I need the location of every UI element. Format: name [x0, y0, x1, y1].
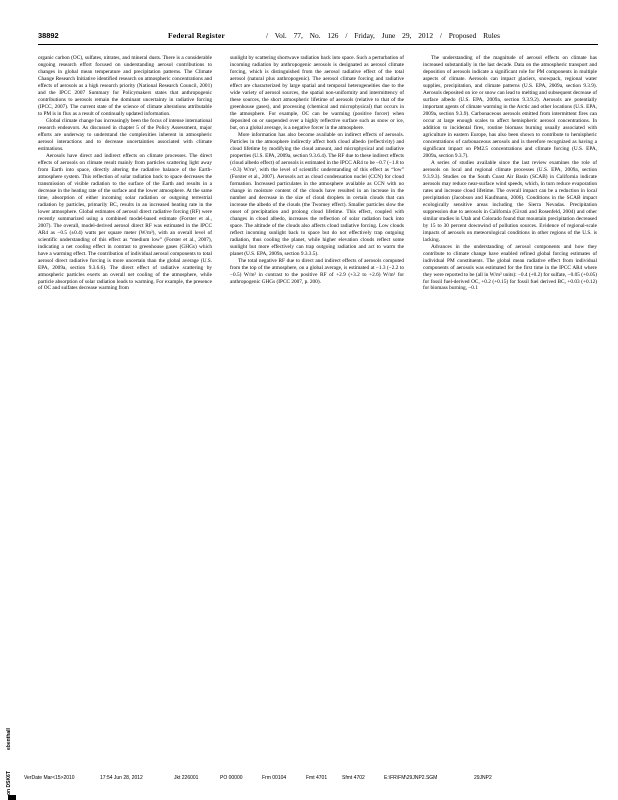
footer-fmt: Fmt 4701: [306, 775, 328, 781]
text-column-2: [230, 55, 404, 755]
footer-po: PO 00000: [220, 775, 243, 781]
paragraph: More information has also become available on indirect effects of aerosols. Particles in the atmosphere indirectly affect both cloud albedo (reflectivity) and cloud lifetime by modifying the cloud amount, and microphysical and radiative properties (U.S. EPA, 2009a, section 9.3.6.4). The RF due to these indirect effects (cloud albedo effect) of aerosols is estimated in the IPCC AR4 to be −0.7 (−1.8 to −0.3) W/m², with the level of scientific understanding of this effect as “low” (Forster et al., 2007). Aerosols act as cloud condensation nuclei (CCN) for cloud formation. Increased particulates in the atmosphere available as CCN with no change in moisture content of the clouds have resulted in an increase in the number and decrease in the size of cloud droplets in certain clouds that can increase the albedo of the clouds (the Twomey effect). Smaller particles slow the onset of precipitation and prolong cloud lifetime. This effect, coupled with changes in cloud albedo, increases the reflection of solar radiation back into space. The altitude of the clouds also affects cloud radiative forcing. Low clouds reflect incoming sunlight back to space but do not effectively trap outgoing radiation, thus cooling the planet, while higher elevation clouds reflect some sunlight but more effectively can trap outgoing radiation and act to warm the planet (U.S. EPA, 2009a, section 9.3.3.5).: [230, 131, 404, 257]
page-number: 38892: [38, 31, 59, 40]
footer-verdate: VerDate Mar<15>2010: [24, 775, 75, 781]
paragraph: Advances in the understanding of aerosol components and how they contribute to climate change have enabled refined global forcing estimates of individual PM constituents. The global mean radiative effect from individual components of aerosols was estimated for the first time in the IPCC AR4 where they were reported to be (all in W/m² units): −0.4 (+0.2) for sulfate, −0.05 (+0.05) for fossil fuel-derived OC, +0.2 (+0.15) for fossil fuel derived BC, +0.03 (+0.12) for biomass burning, −0.1: [423, 243, 597, 292]
header-rule: [38, 44, 598, 45]
paragraph: The understanding of the magnitude of aerosol effects on climate has increased substantially in the last decade. Data on the atmospheric transport and deposition of aerosols indicate a significant role for PM components in multiple aspects of climate. Aerosols can impact glaciers, snowpack, regional water supplies, precipitation, and climate patterns (U.S. EPA, 2009a, section 9.3.9). Aerosols deposited on ice or snow can lead to melting and subsequent decrease of surface albedo (U.S. EPA, 2009a, section 9.3.9.2). Aerosols are potentially important agents of climate warming in the Arctic and other locations (U.S. EPA, 2009a, section 9.3.9). Carbonaceous aerosols emitted from intermittent fires can occur at large enough scales to affect hemispheric aerosol concentrations. In addition to incidental fires, routine biomass burning usually associated with agriculture in eastern Europe, has also been shown to contribute to hemispheric concentrations of carbonaceous aerosols and is therefore recognized as having a significant impact on PM2.5 concentrations and climate forcing (U.S. EPA, 2009a, section 9.3.7).: [423, 55, 597, 159]
publication-title: Federal Register: [168, 31, 226, 40]
paragraph: The total negative RF due to direct and indirect effects of aerosols computed from the top of the atmosphere, on a global average, is estimated at −1.3 (−2.2 to −0.5) W/m² in contrast to the positive RF of +2.9 (+3.2 to +2.6) W/m² for anthropogenic GHGs (IPCC 2007, p. 200).: [230, 257, 404, 285]
margin-mark-2: on DSK6T: [6, 771, 12, 795]
margin-mark-1: ebenthall: [6, 728, 12, 750]
paragraph: sunlight by scattering shortwave radiation back into space. Such a perturbation of incoming radiation by anthropogenic aerosols is designated as aerosol climate forcing, which is distinguished from the aerosol radiative effect of the total aerosol (natural plus anthropogenic). The aerosol climate forcing and radiative effect are characterized by large spatial and temporal heterogeneities due to the wide variety of aerosol sources, the spatial non-uniformity and intermittency of these sources, the short atmospheric lifetime of aerosols (relative to that of the greenhouse gases), and processing (chemical and microphysical) that occurs in the atmosphere. For example, OC can be warming (positive forcer) when deposited on or suspended over a highly reflective surface such as snow or ice, but, on a global average, is a negative forcer in the atmosphere.: [230, 55, 404, 131]
issue-info: / Vol. 77, No. 126 / Friday, June 29, 2012 / Proposed Rules: [266, 31, 500, 40]
footer-sfmt: Sfmt 4702: [342, 775, 365, 781]
page-header: [38, 31, 598, 43]
paragraph: Aerosols have direct and indirect effects on climate processes. The direct effects of aerosols on climate result mainly from particles scattering light away from Earth into space, directly altering the radiative balance of the Earth-atmosphere system. This reflection of solar radiation back to space decreases the transmission of visible radiation to the surface of the Earth and results in a decrease in the heating rate of the surface and the lower atmosphere. At the same time, absorption of either incoming solar radiation or outgoing terrestrial radiation by particles, primarily BC, results in an increased heating rate in the lower atmosphere. Global estimates of aerosol direct radiative forcing (RF) were recently summarized using a combined model-based estimate (Forster et al., 2007). The overall, model-derived aerosol direct RF was estimated in the IPCC AR4 as −0.5 (±0.4) watts per square meter (W/m²), with an overall level of scientific understanding of this effect as “medium low” (Forster et al., 2007), indicating a net cooling effect in contrast to greenhouse gases (GHGs) which have a warming effect. The contribution of individual aerosol components to total aerosol direct radiative forcing is more uncertain than the global average (U.S. EPA, 2009a, section 9.3.6.6). The direct effect of radiative scattering by atmospheric particles exerts an overall net cooling of the atmosphere, while particle absorption of solar radiation leads to warming. For example, the presence of OC and sulfates decrease warming from: [38, 152, 212, 292]
page-footer: [24, 775, 614, 785]
text-column-3: [423, 55, 597, 755]
margin-block: [8, 795, 16, 800]
paragraph: Global climate change has increasingly been the focus of intense international research endeavors. As discussed in chapter 5 of the Policy Assessment, major efforts are underway to understand the complexities inherent in atmospheric aerosol interactions and to decrease uncertainties associated with climate estimations.: [38, 117, 212, 152]
footer-frm: Frm 00104: [262, 775, 287, 781]
paragraph: organic carbon (OC), sulfates, nitrates, and mineral dusts. There is a considerable ongoing research effort focused on understanding aerosol contributions to changes in global mean temperature and precipitation patterns. The Climate Change Research Initiative identified research on atmospheric concentrations and effects of aerosols as a high research priority (National Research Council, 2001) and the IPCC 2007 Summary for Policymakers states that anthropogenic contributions to aerosols remain the dominant uncertainty in radiative forcing (IPCC, 2007). The current state of the science of climate alterations attributable to PM is in flux as a result of continually updated information.: [38, 55, 212, 117]
footer-file: E:\FR\FM\29JNP2.SGM: [384, 775, 438, 781]
footer-id: 29JNP2: [474, 775, 492, 781]
footer-jkt: Jkt 226001: [174, 775, 199, 781]
paragraph: A series of studies available since the last review examines the role of aerosols on local and regional climate processes (U.S. EPA, 2009a, section 9.3.9.3). Studies on the South Coast Air Basin (SCAB) in California indicate aerosols may reduce near-surface wind speeds, which, in turn reduce evaporation rates and increase cloud lifetime. The overall impact can be a reduction in local precipitation (Jacobson and Kaufmann, 2006). Conditions in the SCAB impact ecologically sensitive areas including the Sierra Nevadas. Precipitation suppression due to aerosols in California (Givati and Rosenfeld, 2004) and other similar studies in Utah and Colorado found that mountain precipitation decreased by 15 to 30 percent downwind of pollution sources. Evidence of regional-scale impacts of aerosols on meteorological conditions in other regions of the U.S. is lacking.: [423, 159, 597, 243]
footer-time: 17:54 Jun 28, 2012: [100, 775, 143, 781]
text-column-1: [38, 55, 212, 755]
